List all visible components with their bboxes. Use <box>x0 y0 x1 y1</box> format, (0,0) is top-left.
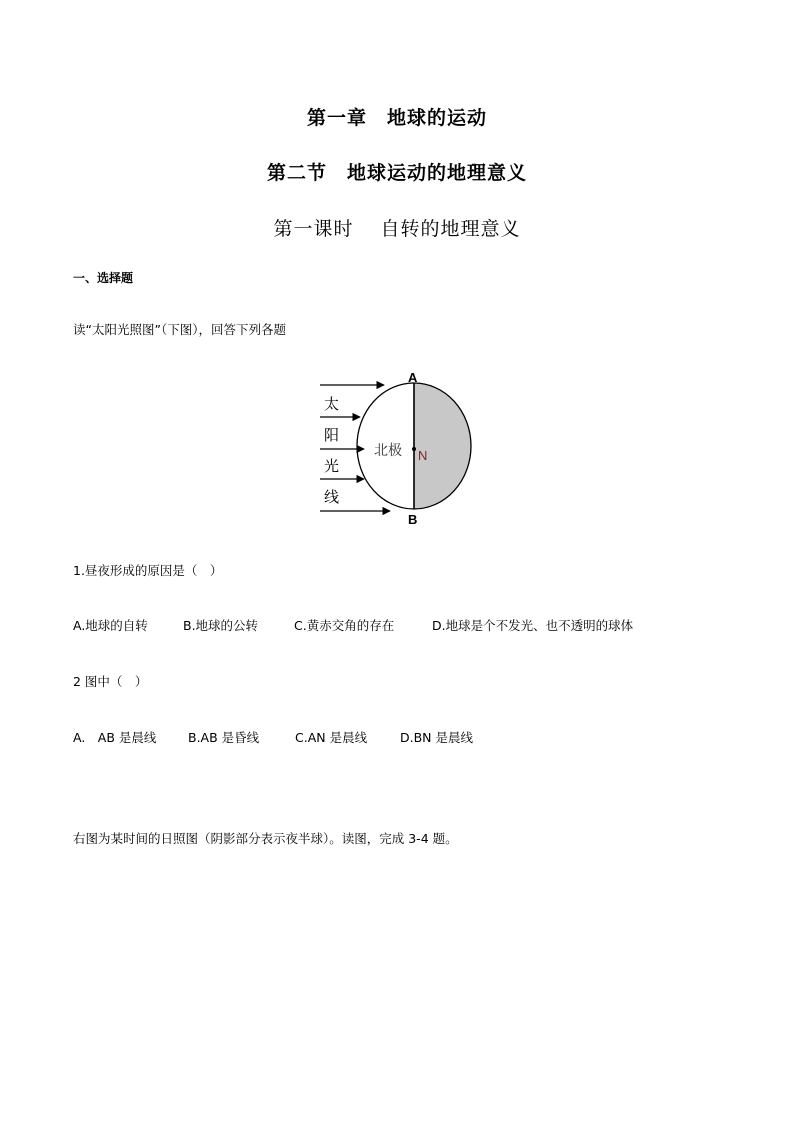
q1-option-c: C.黄赤交角的存在 <box>294 618 395 633</box>
q1-option-d: D.地球是个不发光、也不透明的球体 <box>432 618 634 633</box>
chapter-title: 第一章 地球的运动 <box>306 107 487 129</box>
q1-option-b: B.地球的公转 <box>183 618 259 633</box>
sun-char: 光 <box>324 457 340 475</box>
q2-stem: 2 图中（ ） <box>73 674 148 689</box>
pole-dot <box>412 447 416 451</box>
q2-option-b: B.AB 是昏线 <box>188 730 260 745</box>
intro-text: 读“太阳光照图”（下图），回答下列各题 <box>73 322 286 337</box>
section-title: 第二节 地球运动的地理意义 <box>266 162 527 184</box>
night-hemisphere <box>414 383 471 509</box>
label-b: B <box>408 512 418 525</box>
next-intro-text: 右图为某时间的日照图（阴影部分表示夜半球）。读图，完成 3-4 题。 <box>73 831 458 846</box>
q1-option-a: A.地球的自转 <box>73 618 148 633</box>
sun-char: 阳 <box>324 426 340 444</box>
sun-char: 线 <box>324 488 340 506</box>
q2-option-c: C.AN 是晨线 <box>295 730 368 745</box>
q1-stem: 1.昼夜形成的原因是（ ） <box>73 563 223 578</box>
q2-option-a: A. AB 是晨线 <box>73 730 157 745</box>
label-a: A <box>408 370 418 385</box>
part-heading: 一、选择题 <box>73 271 134 285</box>
lesson-title: 第一课时 自转的地理意义 <box>273 218 521 240</box>
sun-char: 太 <box>324 395 340 413</box>
sunlight-diagram <box>312 365 482 525</box>
north-pole-label: 北极 <box>374 443 402 459</box>
q2-option-d: D.BN 是晨线 <box>400 730 473 745</box>
pole-n-label: N <box>418 448 428 463</box>
